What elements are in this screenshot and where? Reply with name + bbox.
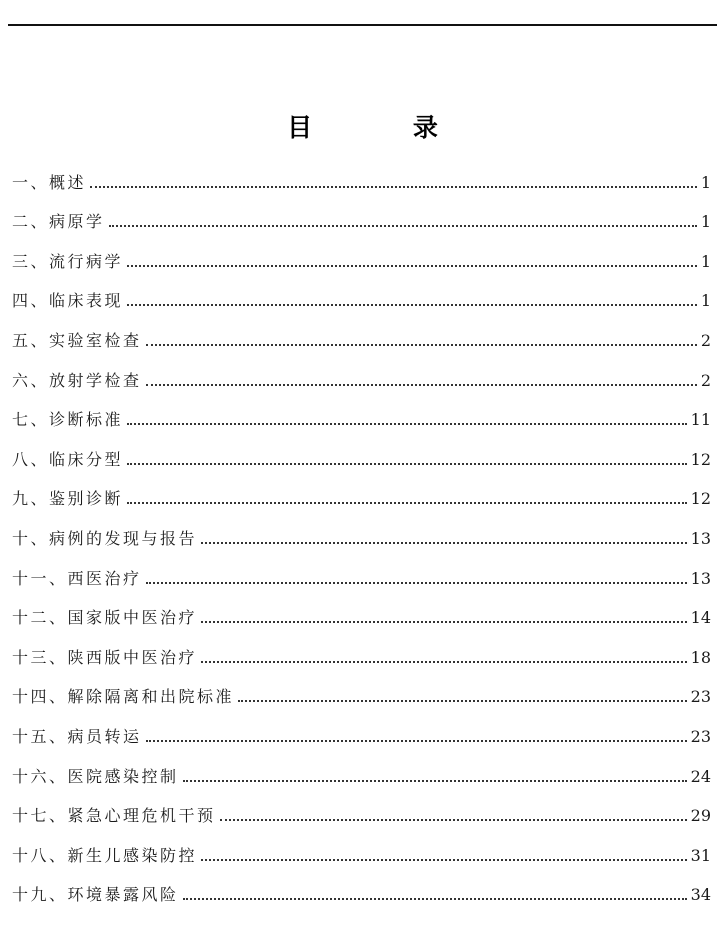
toc-entry-label: 十八、新生儿感染防控 bbox=[12, 845, 198, 865]
dot-leader bbox=[201, 859, 687, 861]
toc-entry-label: 三、流行病学 bbox=[12, 251, 124, 271]
dot-leader bbox=[127, 502, 687, 504]
toc-entry-label: 十二、国家版中医治疗 bbox=[12, 608, 198, 628]
toc-entry[interactable] bbox=[12, 351, 711, 391]
toc-entry[interactable] bbox=[12, 232, 711, 272]
toc-entry[interactable] bbox=[12, 272, 711, 312]
toc-title: 目 录 bbox=[287, 113, 484, 142]
toc-entry-page: 34 bbox=[690, 885, 711, 905]
dot-leader bbox=[201, 661, 687, 663]
dot-leader bbox=[146, 384, 697, 386]
dot-leader bbox=[127, 463, 687, 465]
toc-entry[interactable] bbox=[12, 668, 711, 708]
toc-entry-page: 24 bbox=[690, 766, 711, 786]
toc-entry[interactable] bbox=[12, 707, 711, 747]
dot-leader bbox=[146, 740, 687, 742]
toc-entry[interactable] bbox=[12, 391, 711, 431]
toc-entry-page: 13 bbox=[690, 528, 711, 548]
toc-entry-page: 1 bbox=[700, 251, 711, 271]
dot-leader bbox=[146, 582, 687, 584]
dot-leader bbox=[127, 265, 697, 267]
toc-entry-label: 十五、病员转运 bbox=[12, 726, 142, 746]
dot-leader bbox=[183, 898, 687, 900]
toc-list bbox=[12, 153, 711, 905]
toc-entry[interactable] bbox=[12, 153, 711, 193]
toc-entry-page: 1 bbox=[700, 172, 711, 192]
toc-entry-page: 2 bbox=[700, 330, 711, 350]
toc-entry-label: 十一、西医治疗 bbox=[12, 568, 142, 588]
toc-entry-page: 1 bbox=[700, 291, 711, 311]
toc-entry-label: 一、概述 bbox=[12, 172, 87, 192]
toc-entry-page: 13 bbox=[690, 568, 711, 588]
toc-entry-label: 十六、医院感染控制 bbox=[12, 766, 179, 786]
toc-entry-label: 十九、环境暴露风险 bbox=[12, 885, 179, 905]
toc-entry-page: 2 bbox=[700, 370, 711, 390]
toc-entry-label: 七、诊断标准 bbox=[12, 410, 124, 430]
dot-leader bbox=[201, 542, 687, 544]
toc-entry-page: 18 bbox=[690, 647, 711, 667]
toc-entry-page: 12 bbox=[690, 489, 711, 509]
dot-leader bbox=[238, 700, 687, 702]
toc-entry-label: 十四、解除隔离和出院标准 bbox=[12, 687, 235, 707]
toc-entry[interactable] bbox=[12, 509, 711, 549]
toc-entry-page: 14 bbox=[690, 608, 711, 628]
toc-entry-page: 29 bbox=[690, 806, 711, 826]
dot-leader bbox=[146, 344, 697, 346]
toc-entry[interactable] bbox=[12, 826, 711, 866]
toc-entry-label: 八、临床分型 bbox=[12, 449, 124, 469]
toc-entry[interactable] bbox=[12, 430, 711, 470]
dot-leader bbox=[109, 225, 697, 227]
dot-leader bbox=[127, 304, 697, 306]
dot-leader bbox=[127, 423, 687, 425]
toc-entry-label: 九、鉴别诊断 bbox=[12, 489, 124, 509]
toc-entry-label: 四、临床表现 bbox=[12, 291, 124, 311]
dot-leader bbox=[90, 186, 697, 188]
dot-leader bbox=[183, 780, 687, 782]
toc-entry[interactable] bbox=[12, 866, 711, 906]
toc-entry-label: 六、放射学检查 bbox=[12, 370, 142, 390]
header-rule bbox=[8, 24, 717, 26]
toc-entry[interactable] bbox=[12, 589, 711, 629]
toc-entry[interactable] bbox=[12, 787, 711, 827]
toc-entry-page: 12 bbox=[690, 449, 711, 469]
toc-entry-page: 11 bbox=[690, 410, 711, 430]
toc-entry-page: 23 bbox=[690, 726, 711, 746]
toc-entry-label: 五、实验室检查 bbox=[12, 330, 142, 350]
toc-entry-label: 二、病原学 bbox=[12, 212, 105, 232]
toc-entry[interactable] bbox=[12, 747, 711, 787]
dot-leader bbox=[201, 621, 687, 623]
toc-entry-label: 十、病例的发现与报告 bbox=[12, 528, 198, 548]
toc-entry[interactable] bbox=[12, 311, 711, 351]
toc-entry-label: 十三、陕西版中医治疗 bbox=[12, 647, 198, 667]
toc-entry[interactable] bbox=[12, 470, 711, 510]
toc-entry-page: 23 bbox=[690, 687, 711, 707]
toc-entry-label: 十七、紧急心理危机干预 bbox=[12, 806, 216, 826]
toc-entry[interactable] bbox=[12, 628, 711, 668]
toc-entry[interactable] bbox=[12, 549, 711, 589]
toc-entry-page: 1 bbox=[700, 212, 711, 232]
toc-entry-page: 31 bbox=[690, 845, 711, 865]
dot-leader bbox=[220, 819, 687, 821]
toc-entry[interactable] bbox=[12, 193, 711, 233]
